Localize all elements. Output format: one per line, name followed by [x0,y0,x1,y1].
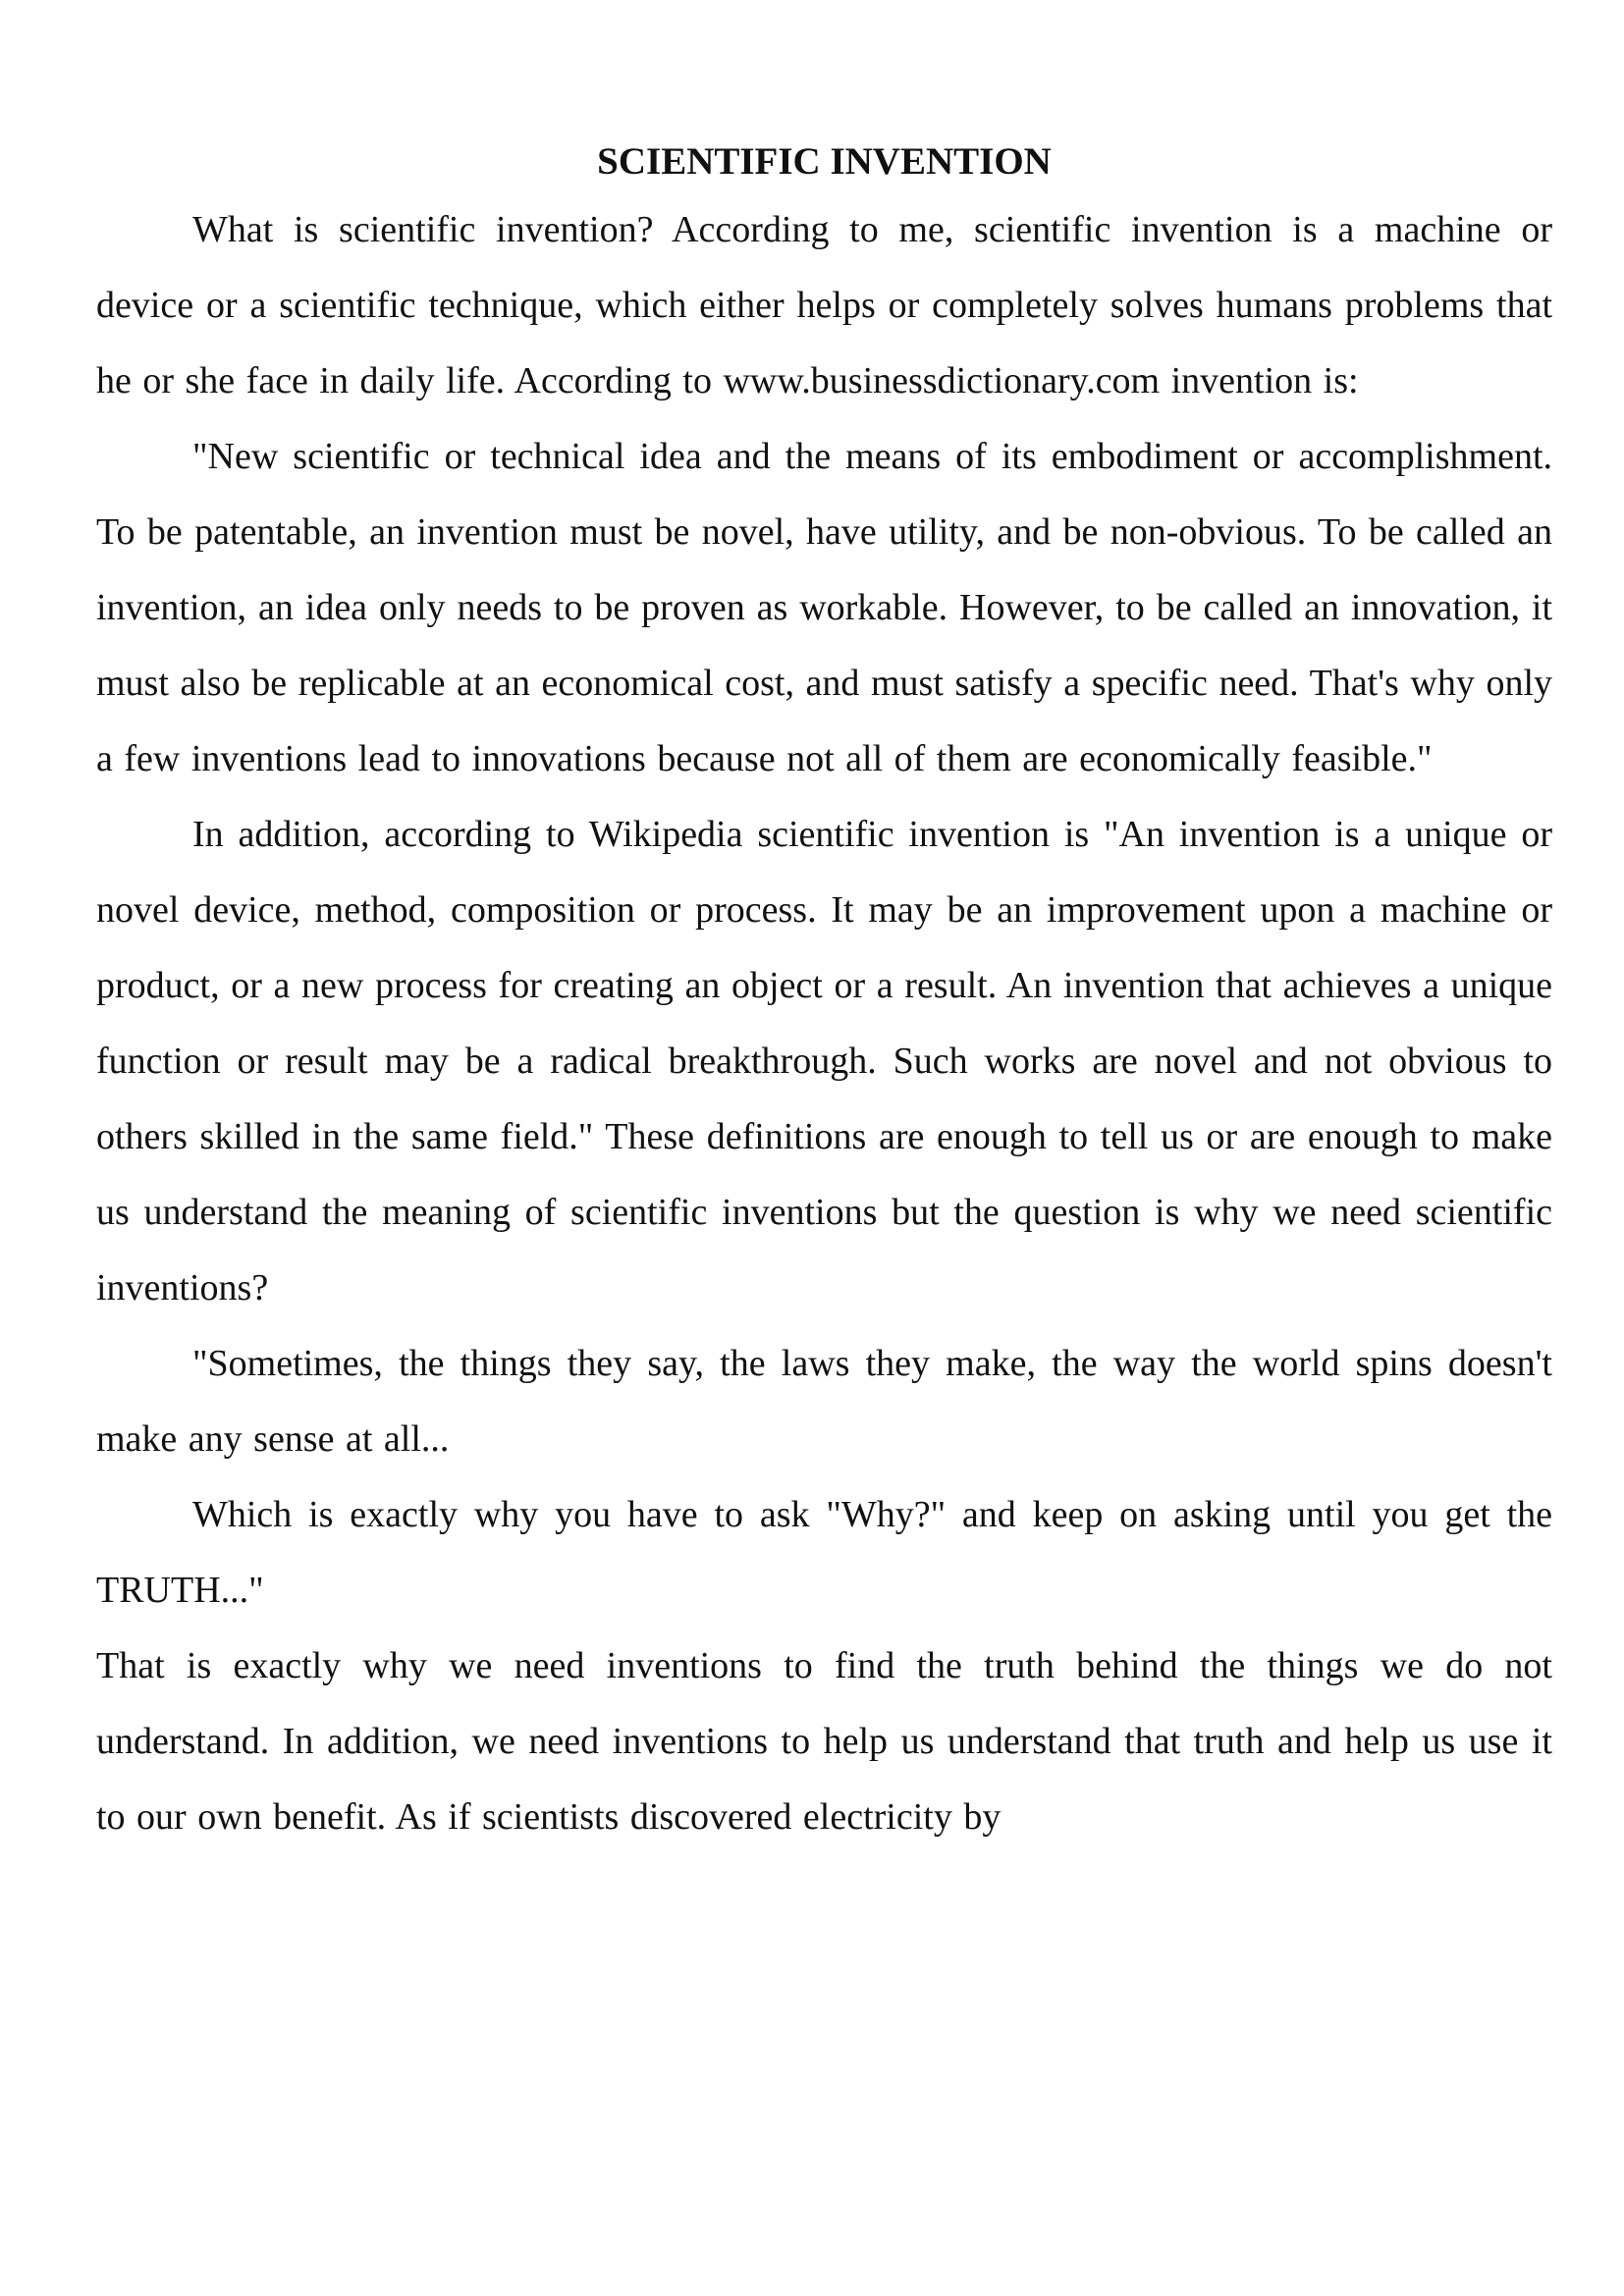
document-title: SCIENTIFIC INVENTION [597,140,1052,183]
paragraph-wikipedia-definition: In addition, according to Wikipedia scientific invention is "An invention is a unique or novel device, method, composition or process. It may be an improvement upon a machine or product, or a new process for creating an object or a result. An invention that achieves a unique function or result may be a radical breakthrough. Such works are novel and not obvious to others skilled in the same field." These definitions are enough to tell us or are enough to make us understand the meaning of scientific inventions but the question is why we need scientific inventions? [96,814,1552,1308]
paragraph-business-dictionary-quote: "New scientific or technical idea and the means of its embodiment or accomplishment. To be patentable, an invention must be novel, have utility, and be non-obvious. To be called an invention, an idea only needs to be proven as workable. However, to be called an innovation, it must also be replicable at an economical cost, and must satisfy a specific need. That's why only a few inventions lead to innovations because not all of them are economically feasible." [96,436,1552,779]
paragraph-why-inventions: That is exactly why we need inventions to find the truth behind the things we do not understand. In addition, we need inventions to help us understand that truth and help us use it to our own benefit. As if scientists discovered electricity by [96,1645,1552,1838]
paragraph-definition-intro: What is scientific invention? According to me, scientific invention is a machine or device or a scientific technique, which either helps or completely solves humans problems that he or she face in daily life. According to www.businessdictionary.com invention is: [96,209,1552,401]
document-page [96,132,1552,1855]
paragraph-quote-truth: Which is exactly why you have to ask "Why?" and keep on asking until you get the TRUTH..." [96,1494,1552,1611]
paragraph-quote-sometimes: "Sometimes, the things they say, the laws they make, the way the world spins doesn't make any sense at all... [96,1343,1552,1460]
